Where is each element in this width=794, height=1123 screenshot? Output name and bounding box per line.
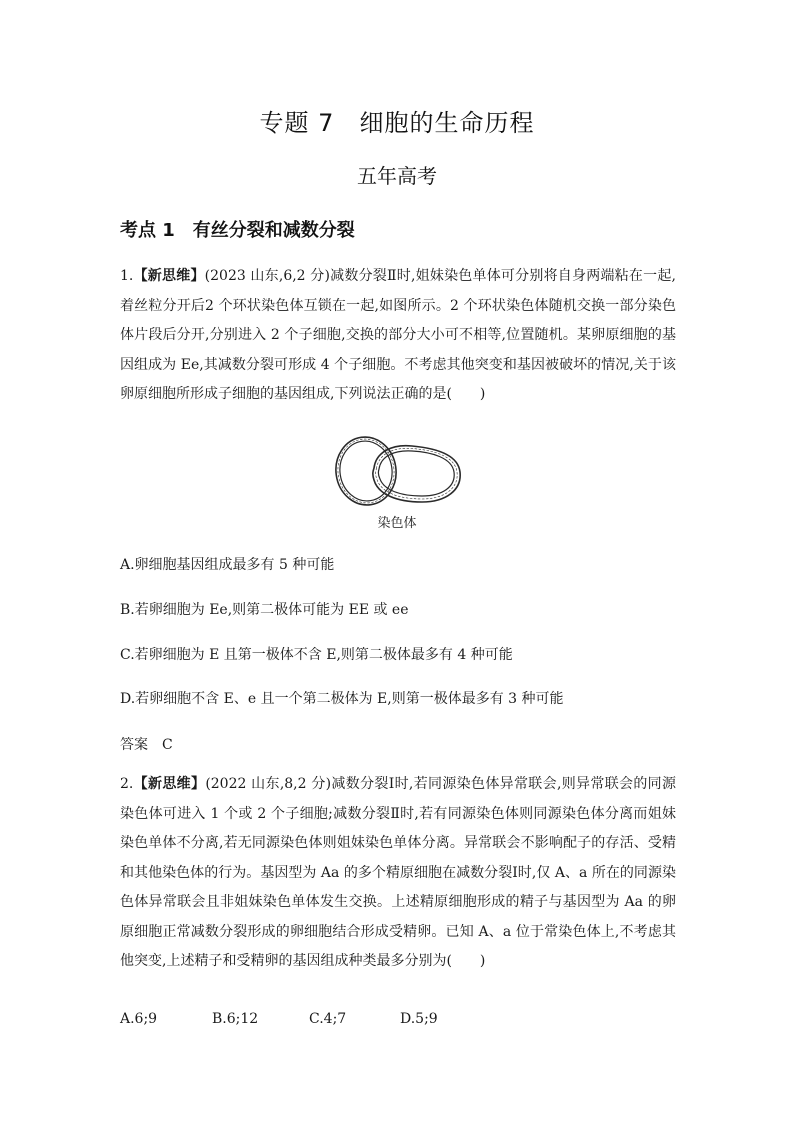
figure-caption: 染色体 — [377, 516, 417, 531]
question-2-option-a: A.6;9 — [120, 1011, 158, 1027]
question-2-text: (2022 山东,8,2 分)减数分裂Ⅰ时,若同源染色体异常联会,则异常联会的同源染色体可进入 1 个或 2 个子细胞;减数分裂Ⅱ时,若有同源染色体则同源染色体分离而姐妹染色单体不分离,若无同源染色体则姐妹染色单体分离。异常联会不影响配子的存活、受精和其他染色体的行为。基因型为 Aa 的多个精原细胞在减数分裂Ⅰ时,仅 A、a 所在的同源染色体异常联会且非姐妹染色单体发生交换。上述精原细胞形成的精子与基因型为 Aa 的卵原细胞正常减数分裂形成的卵细胞结合形成受精卵。已知 A、a 位于常染色体上,不考虑其他突变,上述精子和受精卵的基因组成种类最多分别为( ) — [120, 776, 676, 969]
left-ring-chromosome — [332, 433, 401, 509]
question-2-option-b: B.6;12 — [212, 1011, 259, 1027]
section-heading: 考点 1 有丝分裂和减数分裂 — [120, 220, 355, 241]
question-2-stem — [120, 770, 676, 977]
question-1-option-a: A.卵细胞基因组成最多有 5 种可能 — [120, 557, 335, 573]
question-1-option-d: D.若卵细胞不含 E、e 且一个第二极体为 E,则第一极体最多有 3 种可能 — [120, 691, 564, 707]
question-2-options — [120, 1011, 438, 1027]
question-1-answer — [120, 734, 173, 754]
answer-value: C — [162, 737, 173, 753]
page-title: 专题 7 细胞的生命历程 — [259, 109, 535, 137]
question-1-tag: 【新思维】 — [133, 268, 205, 284]
question-2-option-c: C.4;7 — [309, 1011, 347, 1027]
interlocked-chromosome-rings-figure — [330, 432, 464, 512]
page-subtitle: 五年高考 — [357, 164, 437, 188]
answer-label: 答案 — [120, 737, 148, 753]
question-2-option-d: D.5;9 — [400, 1011, 438, 1027]
question-1-number: 1. — [120, 268, 134, 284]
question-1-option-b: B.若卵细胞为 Ee,则第二极体可能为 EE 或 ee — [120, 602, 409, 618]
question-1-option-c: C.若卵细胞为 E 且第一极体不含 E,则第二极体最多有 4 种可能 — [120, 647, 513, 663]
right-ring-chromosome — [373, 446, 460, 502]
question-1-text: (2023 山东,6,2 分)减数分裂Ⅱ时,姐妹染色单体可分别将自身两端粘在一起,着丝粒分开后2 个环状染色体互锁在一起,如图所示。2 个环状染色体随机交换一部分染色体片段后分开,分别进入 2 个子细胞,交换的部分大小可不相等,位置随机。某卵原细胞的基因组成为 Ee,其减数分裂可形成 4 个子细胞。不考虑其他突变和基因被破坏的情况,关于该卵原细胞所形成子细胞的基因组成,下列说法正确的是( ) — [120, 268, 676, 402]
question-2-tag: 【新思维】 — [133, 776, 206, 792]
question-1-stem — [120, 262, 676, 410]
question-2-number: 2. — [120, 776, 134, 792]
